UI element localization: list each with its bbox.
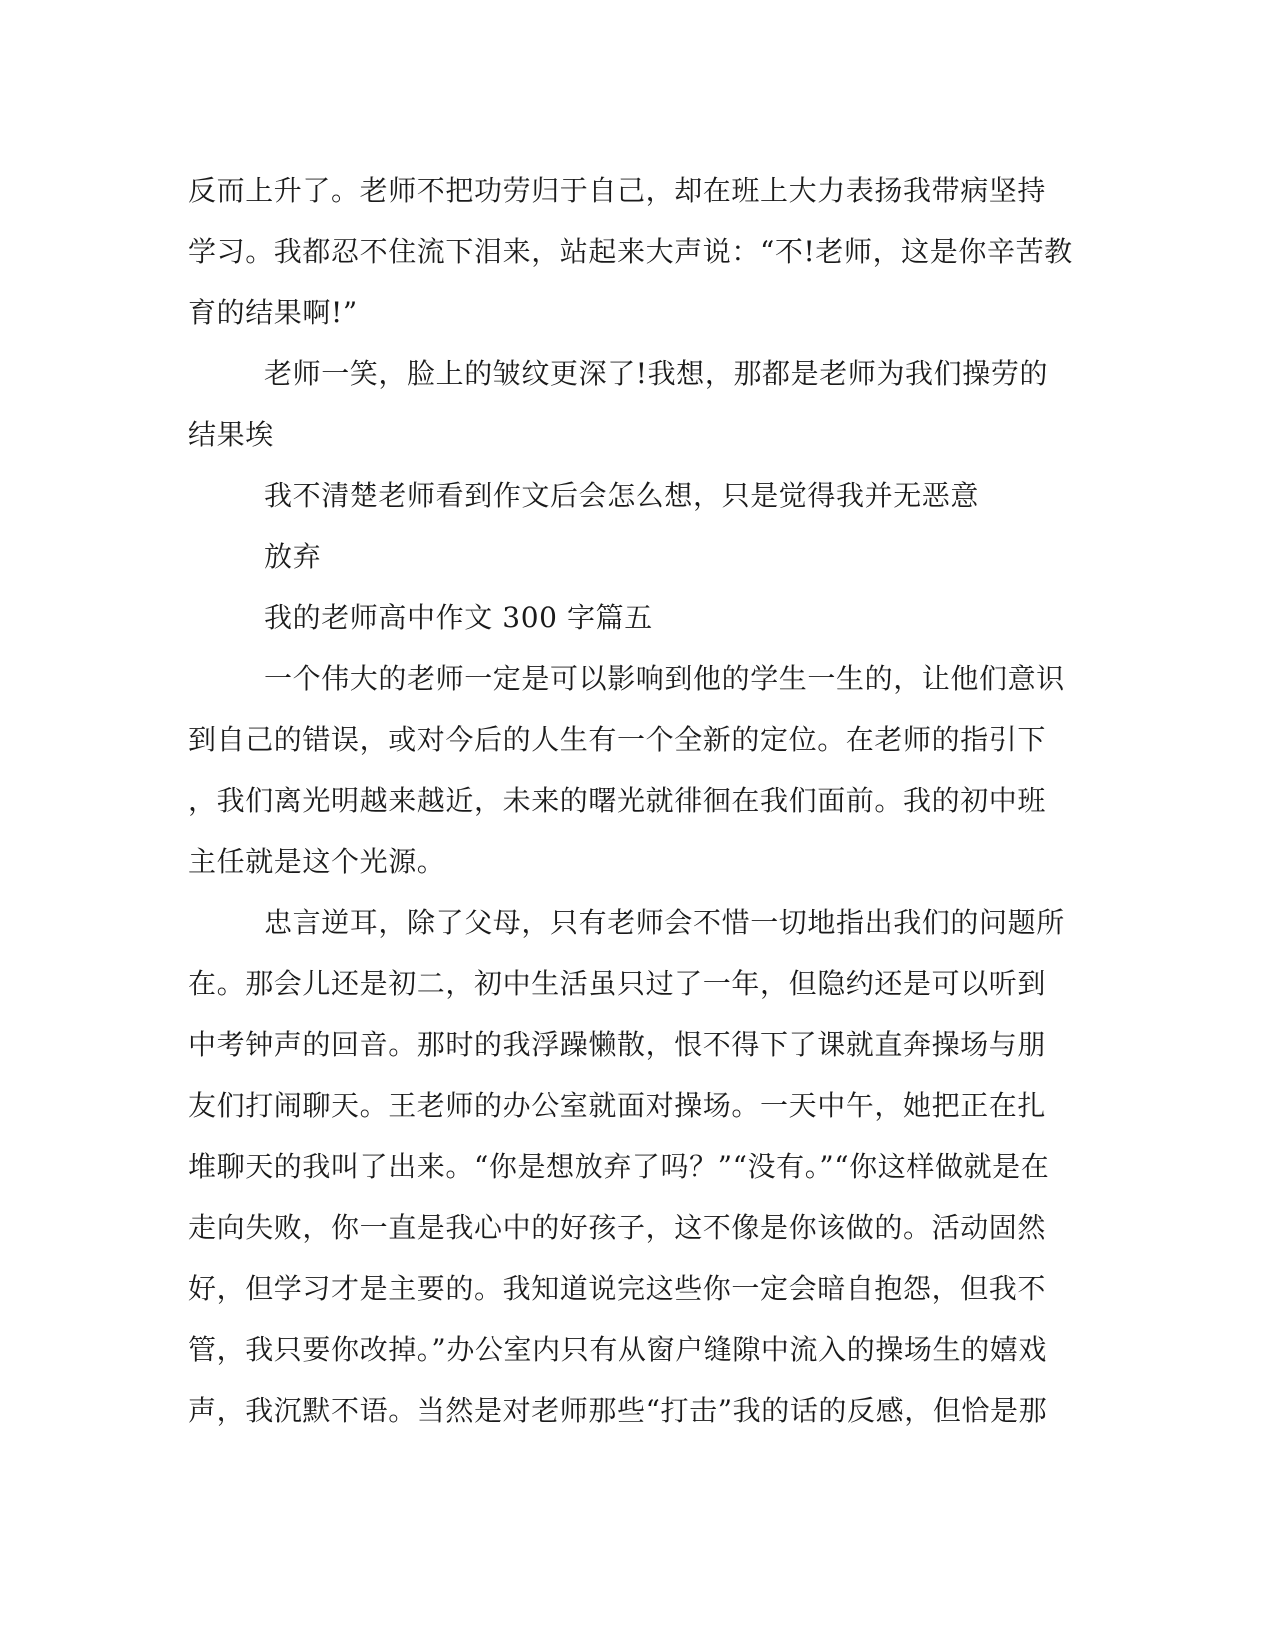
- text-line: 主任就是这个光源。: [188, 845, 446, 878]
- text-line: 在。那会儿还是初二，初中生活虽只过了一年，但隐约还是可以听到: [188, 967, 1047, 1000]
- text-line: 反而上升了。老师不把功劳归于自己，却在班上大力表扬我带病坚持: [188, 174, 1047, 207]
- text-line: 育的结果啊!”: [188, 296, 358, 329]
- paragraph-start-line: 忠言逆耳，除了父母，只有老师会不惜一切地指出我们的问题所: [264, 906, 1065, 939]
- text-line: ，我们离光明越来越近，未来的曙光就徘徊在我们面前。我的初中班: [188, 784, 1047, 817]
- paragraph-start-line: 放弃: [264, 540, 322, 573]
- paragraph-start-line: 我不清楚老师看到作文后会怎么想，只是觉得我并无恶意: [264, 479, 980, 512]
- section-heading: 我的老师高中作文 300 字篇五: [264, 601, 653, 634]
- text-line: 声，我沉默不语。当然是对老师那些“打击”我的话的反感，但恰是那: [188, 1394, 1048, 1427]
- text-line: 学习。我都忍不住流下泪来，站起来大声说：“不!老师，这是你辛苦教: [188, 235, 1073, 268]
- text-line: 友们打闹聊天。王老师的办公室就面对操场。一天中午，她把正在扎: [188, 1089, 1047, 1122]
- text-line: 到自己的错误，或对今后的人生有一个全新的定位。在老师的指引下: [188, 723, 1047, 756]
- text-line: 堆聊天的我叫了出来。“你是想放弃了吗？”“没有。”“你这样做就是在: [188, 1150, 1050, 1183]
- document-body: [188, 160, 1073, 1441]
- text-line: 走向失败，你一直是我心中的好孩子，这不像是你该做的。活动固然: [188, 1211, 1047, 1244]
- text-line: 管，我只要你改掉。”办公室内只有从窗户缝隙中流入的操场生的嬉戏: [188, 1333, 1047, 1366]
- text-line: 中考钟声的回音。那时的我浮躁懒散，恨不得下了课就直奔操场与朋: [188, 1028, 1047, 1061]
- paragraph-start-line: 老师一笑，脸上的皱纹更深了!我想，那都是老师为我们操劳的: [264, 357, 1049, 390]
- text-line: 结果埃: [188, 418, 274, 451]
- text-line: 好，但学习才是主要的。我知道说完这些你一定会暗自抱怨，但我不: [188, 1272, 1047, 1305]
- paragraph-start-line: 一个伟大的老师一定是可以影响到他的学生一生的，让他们意识: [264, 662, 1065, 695]
